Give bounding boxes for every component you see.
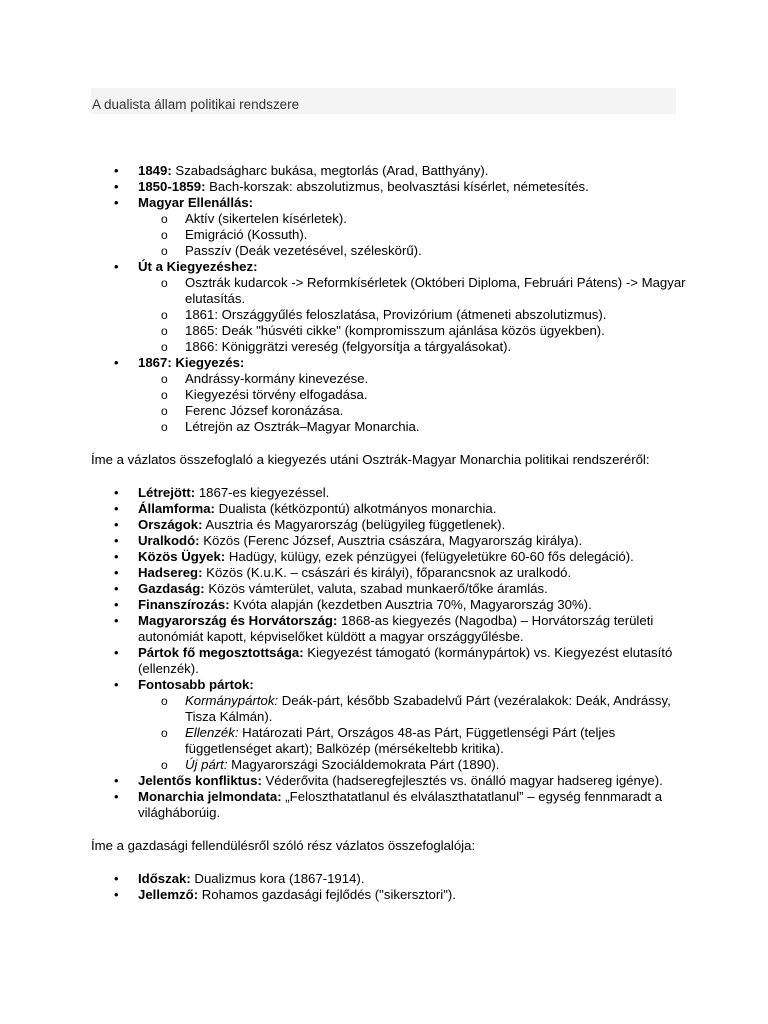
sub-list-item: o 1865: Deák "húsvéti cikke" (kompromisszum ajánlása közös ügyekben). bbox=[138, 323, 691, 339]
sub-list bbox=[91, 693, 691, 773]
sub-list-item: o Andrássy-kormány kinevezése. bbox=[138, 371, 691, 387]
list-item: • Hadsereg: Közös (K.u.K. – császári és királyi), főparancsnok az uralkodó. bbox=[91, 565, 691, 581]
list-item: • 1849: Szabadságharc bukása, megtorlás (Arad, Batthyány). bbox=[91, 163, 691, 179]
list-item: • Pártok fő megosztottsága: Kiegyezést támogató (kormánypártok) vs. Kiegyezést elutasító (ellenzék). bbox=[91, 645, 691, 677]
history-list bbox=[91, 163, 691, 435]
document-title bbox=[91, 88, 676, 114]
list-item: • Államforma: Dualista (kétközpontú) alkotmányos monarchia. bbox=[91, 501, 691, 517]
list-item: • 1850-1859: Bach-korszak: abszolutizmus, beolvasztási kísérlet, németesítés. bbox=[91, 179, 691, 195]
sub-list bbox=[91, 211, 691, 259]
sub-list-item: o Új párt: Magyarországi Szociáldemokrata Párt (1890). bbox=[138, 757, 691, 773]
sub-list-item: o Passzív (Deák vezetésével, széleskörű). bbox=[138, 243, 691, 259]
document-body bbox=[91, 163, 691, 903]
sub-list-item: o 1866: Königgrätzi vereség (felgyorsítja a tárgyalásokat). bbox=[138, 339, 691, 355]
list-item: • Jelentős konfliktus: Véderővita (hadseregfejlesztés vs. önálló magyar hadsereg igénye). bbox=[91, 773, 691, 789]
monarchy-list bbox=[91, 485, 691, 821]
sub-list-item: o 1861: Országgyűlés feloszlatása, Provizórium (átmeneti abszolutizmus). bbox=[138, 307, 691, 323]
list-item: • Létrejött: 1867-es kiegyezéssel. bbox=[91, 485, 691, 501]
list-item: • Időszak: Dualizmus kora (1867-1914). bbox=[91, 871, 691, 887]
sub-list-item: o Kiegyezési törvény elfogadása. bbox=[138, 387, 691, 403]
list-item: • Fontosabb pártok: o Kormánypártok: Deák-párt, később Szabadelvű Párt (vezéralakok: Deák, Andrássy, Tisza Kálmán). o Ellenzék: Határozati Párt, Országos 48-as Párt, Függetlenségi Párt (teljes függetlenséget akart); Balközép (mérsékeltebb kritika). o Új párt: Magyarországi Szociáldemokrata Párt (1890). bbox=[91, 677, 691, 773]
list-item: • Magyar Ellenállás: o Aktív (sikertelen kísérletek). o Emigráció (Kossuth). o Passzív (Deák vezetésével, széleskörű). bbox=[91, 195, 691, 259]
document-title-text: A dualista állam politikai rendszere bbox=[92, 97, 300, 112]
list-item: • Gazdaság: Közös vámterület, valuta, szabad munkaerő/tőke áramlás. bbox=[91, 581, 691, 597]
list-item: • Uralkodó: Közös (Ferenc József, Ausztria császára, Magyarország királya). bbox=[91, 533, 691, 549]
sub-list-item: o Ellenzék: Határozati Párt, Országos 48-as Párt, Függetlenségi Párt (teljes függetlenséget akart); Balközép (mérsékeltebb kritika). bbox=[138, 725, 691, 757]
list-item: • Országok: Ausztria és Magyarország (belügyileg függetlenek). bbox=[91, 517, 691, 533]
list-item: • Finanszírozás: Kvóta alapján (kezdetben Ausztria 70%, Magyarország 30%). bbox=[91, 597, 691, 613]
list-item: • Magyarország és Horvátország: 1868-as kiegyezés (Nagodba) – Horvátország területi autonómiát kapott, képviselőket küldött a magyar országgyűlésbe. bbox=[91, 613, 691, 645]
list-item: • Közös Ügyek: Hadügy, külügy, ezek pénzügyei (felügyeletükre 60-60 fős delegáció). bbox=[91, 549, 691, 565]
economy-list bbox=[91, 871, 691, 903]
list-item: • Út a Kiegyezéshez: o Osztrák kudarcok -> Reformkísérletek (Októberi Diploma, Februári Pátens) -> Magyar elutasítás. o 1861: Országgyűlés feloszlatása, Provizórium (átmeneti abszolutizmus). o 1865: Deák "húsvéti cikke" (kompromisszum ajánlása közös ügyekben). o 1866: Königgrätzi vereség (felgyorsítja a tárgyalásokat). bbox=[91, 259, 691, 355]
sub-list-item: o Emigráció (Kossuth). bbox=[138, 227, 691, 243]
list-item: • Monarchia jelmondata: „Feloszthatatlanul és elválaszthatatlanul” – egység fennmaradt a világháborúig. bbox=[91, 789, 691, 821]
sub-list-item: o Létrejön az Osztrák–Magyar Monarchia. bbox=[138, 419, 691, 435]
sub-list-item: o Osztrák kudarcok -> Reformkísérletek (Októberi Diploma, Februári Pátens) -> Magyar elutasítás. bbox=[138, 275, 691, 307]
list-item: • 1867: Kiegyezés: o Andrássy-kormány kinevezése. o Kiegyezési törvény elfogadása. o Ferenc József koronázása. o Létrejön az Osztrák–Magyar Monarchia. bbox=[91, 355, 691, 435]
sub-list bbox=[91, 275, 691, 355]
intro-paragraph: Íme a vázlatos összefoglaló a kiegyezés utáni Osztrák-Magyar Monarchia politikai rendszeréről: bbox=[91, 452, 650, 467]
sub-list-item: o Aktív (sikertelen kísérletek). bbox=[138, 211, 691, 227]
sub-list bbox=[91, 371, 691, 435]
sub-list-item: o Kormánypártok: Deák-párt, később Szabadelvű Párt (vezéralakok: Deák, Andrássy, Tisza Kálmán). bbox=[138, 693, 691, 725]
intro-paragraph: Íme a gazdasági fellendülésről szóló rész vázlatos összefoglalója: bbox=[91, 838, 476, 853]
list-item: • Jellemző: Rohamos gazdasági fejlődés ("sikersztori"). bbox=[91, 887, 691, 903]
sub-list-item: o Ferenc József koronázása. bbox=[138, 403, 691, 419]
